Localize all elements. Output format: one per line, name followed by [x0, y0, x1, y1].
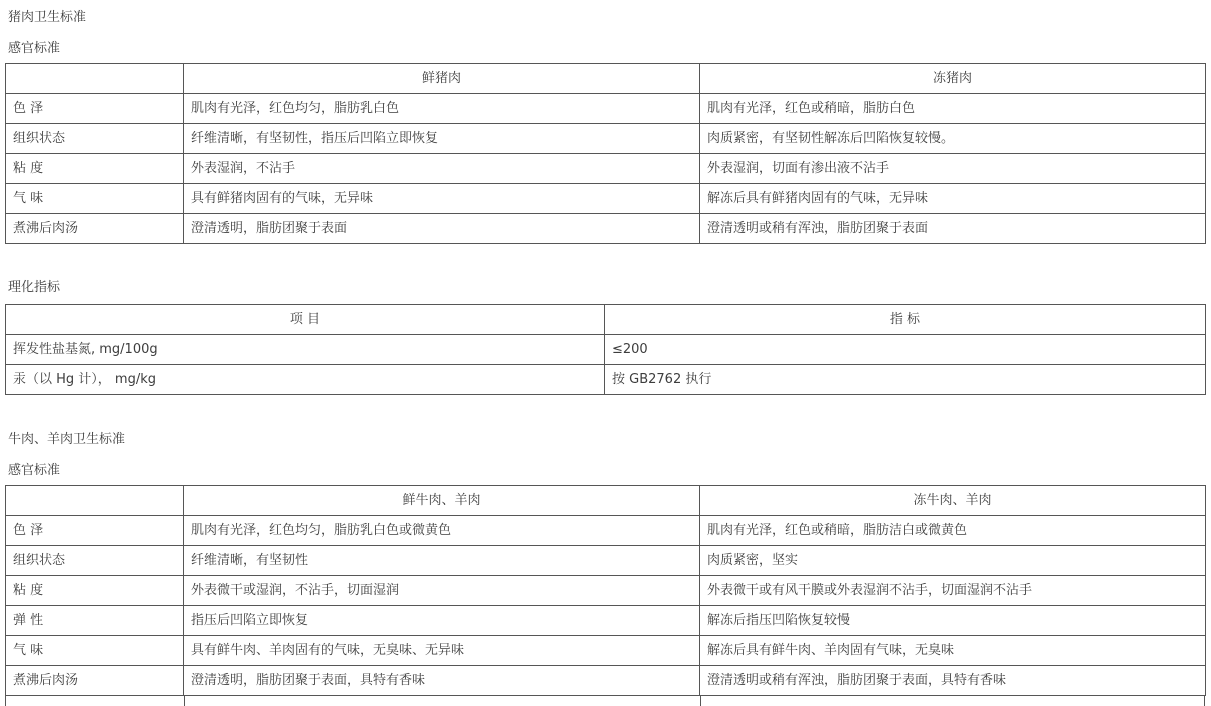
row-label-cell: 粘 度: [6, 154, 184, 184]
column-header: 冻猪肉: [700, 64, 1206, 94]
page-title-beef-mutton-standard: 牛肉、羊肉卫生标准: [8, 432, 126, 447]
row-label-cell: 汞（以 Hg 计）， mg/kg: [6, 365, 605, 395]
subtitle-sensory-standard-pork: 感官标准: [8, 41, 61, 56]
table-header-row: [6, 305, 1206, 335]
value-cell: 肌肉有光泽，红色或稍暗，脂肪白色: [700, 94, 1206, 124]
row-label-cell: 弹 性: [6, 606, 184, 636]
table-row: [6, 94, 1206, 124]
value-cell: 肌肉有光泽，红色均匀，脂肪乳白色或微黄色: [184, 516, 700, 546]
value-cell: 外表微干或湿润，不沾手，切面湿润: [184, 576, 700, 606]
value-cell: 澄清透明或稍有浑浊，脂肪团聚于表面: [700, 214, 1206, 244]
value-cell: ≤200: [605, 335, 1206, 365]
cutoff-cell: [6, 696, 185, 706]
column-header: 冻牛肉、羊肉: [700, 486, 1206, 516]
column-header: 项 目: [6, 305, 605, 335]
subtitle-physicochemical-indicators: 理化指标: [8, 280, 61, 295]
table-header-row: [6, 64, 1206, 94]
row-label-cell: 气 味: [6, 636, 184, 666]
pork-sensory-table: [5, 63, 1206, 244]
table-row: [6, 666, 1206, 696]
beef-mutton-sensory-table: [5, 485, 1206, 696]
value-cell: 澄清透明，脂肪团聚于表面，具特有香味: [184, 666, 700, 696]
value-cell: 解冻后具有鲜牛肉、羊肉固有气味，无臭味: [700, 636, 1206, 666]
value-cell: 外表湿润，切面有渗出液不沾手: [700, 154, 1206, 184]
table-row: [6, 636, 1206, 666]
table-header-row: [6, 486, 1206, 516]
table-row: [6, 335, 1206, 365]
column-header: [6, 64, 184, 94]
table-row: [6, 184, 1206, 214]
cutoff-cell: [185, 696, 701, 706]
cutoff-table-row: [5, 696, 1205, 706]
row-label-cell: 色 泽: [6, 94, 184, 124]
row-label-cell: 粘 度: [6, 576, 184, 606]
row-label-cell: 色 泽: [6, 516, 184, 546]
row-label-cell: 煮沸后肉汤: [6, 666, 184, 696]
column-header: [6, 486, 184, 516]
value-cell: 纤维清晰，有坚韧性: [184, 546, 700, 576]
value-cell: 纤维清晰，有坚韧性，指压后凹陷立即恢复: [184, 124, 700, 154]
table-row: [6, 124, 1206, 154]
value-cell: 肉质紧密，坚实: [700, 546, 1206, 576]
value-cell: 肌肉有光泽，红色或稍暗，脂肪洁白或微黄色: [700, 516, 1206, 546]
value-cell: 解冻后指压凹陷恢复较慢: [700, 606, 1206, 636]
row-label-cell: 挥发性盐基氮, mg/100g: [6, 335, 605, 365]
physicochemical-table: [5, 304, 1206, 395]
value-cell: 按 GB2762 执行: [605, 365, 1206, 395]
value-cell: 具有鲜牛肉、羊肉固有的气味，无臭味、无异味: [184, 636, 700, 666]
value-cell: 肉质紧密，有坚韧性解冻后凹陷恢复较慢。: [700, 124, 1206, 154]
table-row: [6, 365, 1206, 395]
value-cell: 澄清透明，脂肪团聚于表面: [184, 214, 700, 244]
table-row: [6, 214, 1206, 244]
row-label-cell: 气 味: [6, 184, 184, 214]
value-cell: 外表微干或有风干膜或外表湿润不沾手，切面湿润不沾手: [700, 576, 1206, 606]
value-cell: 外表湿润，不沾手: [184, 154, 700, 184]
value-cell: 肌肉有光泽，红色均匀，脂肪乳白色: [184, 94, 700, 124]
table-row: [6, 546, 1206, 576]
subtitle-sensory-standard-beef-mutton: 感官标准: [8, 463, 61, 478]
table-row: [6, 516, 1206, 546]
value-cell: 澄清透明或稍有浑浊，脂肪团聚于表面，具特有香味: [700, 666, 1206, 696]
page-title-pork-standard: 猪肉卫生标准: [8, 10, 87, 25]
value-cell: 指压后凹陷立即恢复: [184, 606, 700, 636]
table-row: [6, 154, 1206, 184]
column-header: 鲜猪肉: [184, 64, 700, 94]
cutoff-cell: [701, 696, 1204, 706]
table-row: [6, 606, 1206, 636]
value-cell: 具有鲜猪肉固有的气味，无异味: [184, 184, 700, 214]
column-header: 鲜牛肉、羊肉: [184, 486, 700, 516]
row-label-cell: 煮沸后肉汤: [6, 214, 184, 244]
row-label-cell: 组织状态: [6, 546, 184, 576]
column-header: 指 标: [605, 305, 1206, 335]
table-row: [6, 576, 1206, 606]
row-label-cell: 组织状态: [6, 124, 184, 154]
value-cell: 解冻后具有鲜猪肉固有的气味，无异味: [700, 184, 1206, 214]
